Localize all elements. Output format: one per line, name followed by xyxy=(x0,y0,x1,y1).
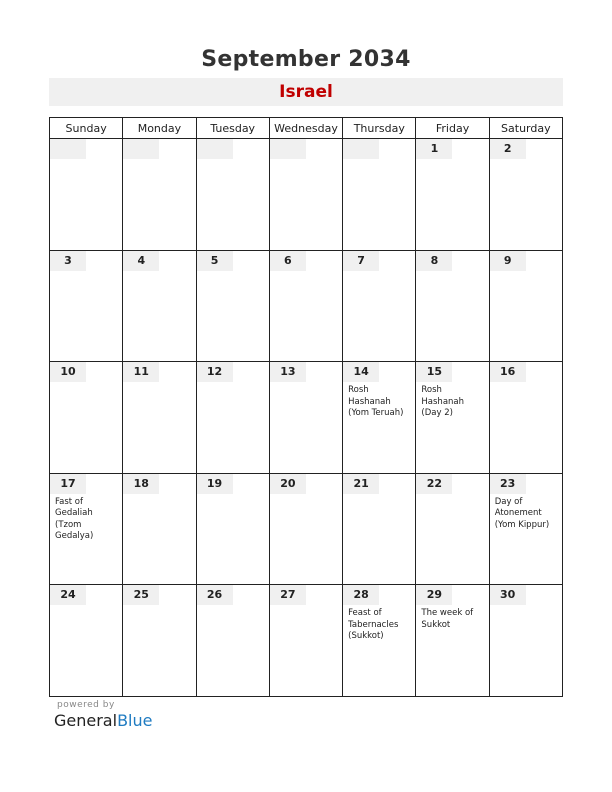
day-number: 15 xyxy=(416,362,452,382)
holiday-label: Rosh Hashanah (Day 2) xyxy=(421,385,465,419)
day-cell xyxy=(196,250,269,362)
day-number: 28 xyxy=(343,585,379,605)
day-number xyxy=(123,139,159,159)
day-number: 13 xyxy=(270,362,306,382)
day-cell xyxy=(123,250,196,362)
day-number: 24 xyxy=(50,585,86,605)
day-cell xyxy=(50,250,123,362)
holiday-label: Fast of Gedaliah (Tzom Gedalya) xyxy=(55,496,94,542)
holiday-label: Feast of Tabernacles (Sukkot) xyxy=(348,608,399,642)
day-number: 7 xyxy=(343,251,379,271)
day-cell xyxy=(416,139,489,251)
day-cell xyxy=(196,139,269,251)
day-cell xyxy=(123,585,196,697)
weekday-sunday: Sunday xyxy=(50,118,123,139)
day-number: 5 xyxy=(197,251,233,271)
day-cell xyxy=(416,473,489,585)
day-number: 14 xyxy=(343,362,379,382)
day-number: 20 xyxy=(270,474,306,494)
day-number xyxy=(197,139,233,159)
week-row xyxy=(50,362,563,474)
day-number: 2 xyxy=(490,139,526,159)
day-cell xyxy=(123,362,196,474)
generalblue-logo[interactable] xyxy=(54,711,152,730)
day-cell xyxy=(123,139,196,251)
day-cell xyxy=(50,473,123,585)
day-number: 19 xyxy=(197,474,233,494)
day-number: 3 xyxy=(50,251,86,271)
day-number: 21 xyxy=(343,474,379,494)
day-cell xyxy=(416,585,489,697)
day-cell xyxy=(269,139,342,251)
day-cell xyxy=(123,473,196,585)
day-cell xyxy=(269,250,342,362)
day-cell xyxy=(196,362,269,474)
day-cell xyxy=(416,362,489,474)
weekday-saturday: Saturday xyxy=(489,118,562,139)
day-cell xyxy=(269,473,342,585)
day-cell xyxy=(343,250,416,362)
day-number: 4 xyxy=(123,251,159,271)
weekday-thursday: Thursday xyxy=(343,118,416,139)
day-number: 8 xyxy=(416,251,452,271)
week-row xyxy=(50,139,563,251)
day-cell xyxy=(489,585,562,697)
day-number: 18 xyxy=(123,474,159,494)
day-number: 16 xyxy=(490,362,526,382)
page-title: September 2034 xyxy=(201,47,411,72)
day-cell xyxy=(489,473,562,585)
day-cell xyxy=(269,362,342,474)
day-number: 9 xyxy=(490,251,526,271)
day-cell xyxy=(50,139,123,251)
week-row xyxy=(50,585,563,697)
day-number: 23 xyxy=(490,474,526,494)
holiday-label: Rosh Hashanah (Yom Teruah) xyxy=(348,385,404,419)
day-cell xyxy=(196,473,269,585)
powered-by-label: powered by xyxy=(57,700,115,710)
day-number: 22 xyxy=(416,474,452,494)
day-cell xyxy=(50,585,123,697)
day-cell xyxy=(343,362,416,474)
day-number: 29 xyxy=(416,585,452,605)
day-cell xyxy=(416,250,489,362)
logo-general: General xyxy=(54,711,118,730)
day-number: 17 xyxy=(50,474,86,494)
day-number: 27 xyxy=(270,585,306,605)
day-cell xyxy=(269,585,342,697)
day-cell xyxy=(343,473,416,585)
country-name: Israel xyxy=(279,82,333,102)
day-cell xyxy=(343,585,416,697)
logo-blue: Blue xyxy=(117,711,153,730)
weekday-header-row xyxy=(50,118,563,139)
calendar-grid xyxy=(49,117,563,697)
day-number: 26 xyxy=(197,585,233,605)
weekday-friday: Friday xyxy=(416,118,489,139)
holiday-label: The week of Sukkot xyxy=(421,608,474,630)
day-cell xyxy=(196,585,269,697)
holiday-label: Day of Atonement (Yom Kippur) xyxy=(494,496,550,530)
week-row xyxy=(50,473,563,585)
country-banner xyxy=(49,78,563,106)
day-number: 30 xyxy=(490,585,526,605)
day-cell xyxy=(343,139,416,251)
day-number: 6 xyxy=(270,251,306,271)
day-cell xyxy=(489,139,562,251)
day-cell xyxy=(489,250,562,362)
day-number: 11 xyxy=(123,362,159,382)
day-number xyxy=(50,139,86,159)
day-number: 10 xyxy=(50,362,86,382)
weekday-wednesday: Wednesday xyxy=(269,118,342,139)
day-number xyxy=(343,139,379,159)
week-row xyxy=(50,250,563,362)
weekday-monday: Monday xyxy=(123,118,196,139)
day-number: 1 xyxy=(416,139,452,159)
weekday-tuesday: Tuesday xyxy=(196,118,269,139)
day-number: 25 xyxy=(123,585,159,605)
day-cell xyxy=(50,362,123,474)
day-cell xyxy=(489,362,562,474)
day-number xyxy=(270,139,306,159)
day-number: 12 xyxy=(197,362,233,382)
